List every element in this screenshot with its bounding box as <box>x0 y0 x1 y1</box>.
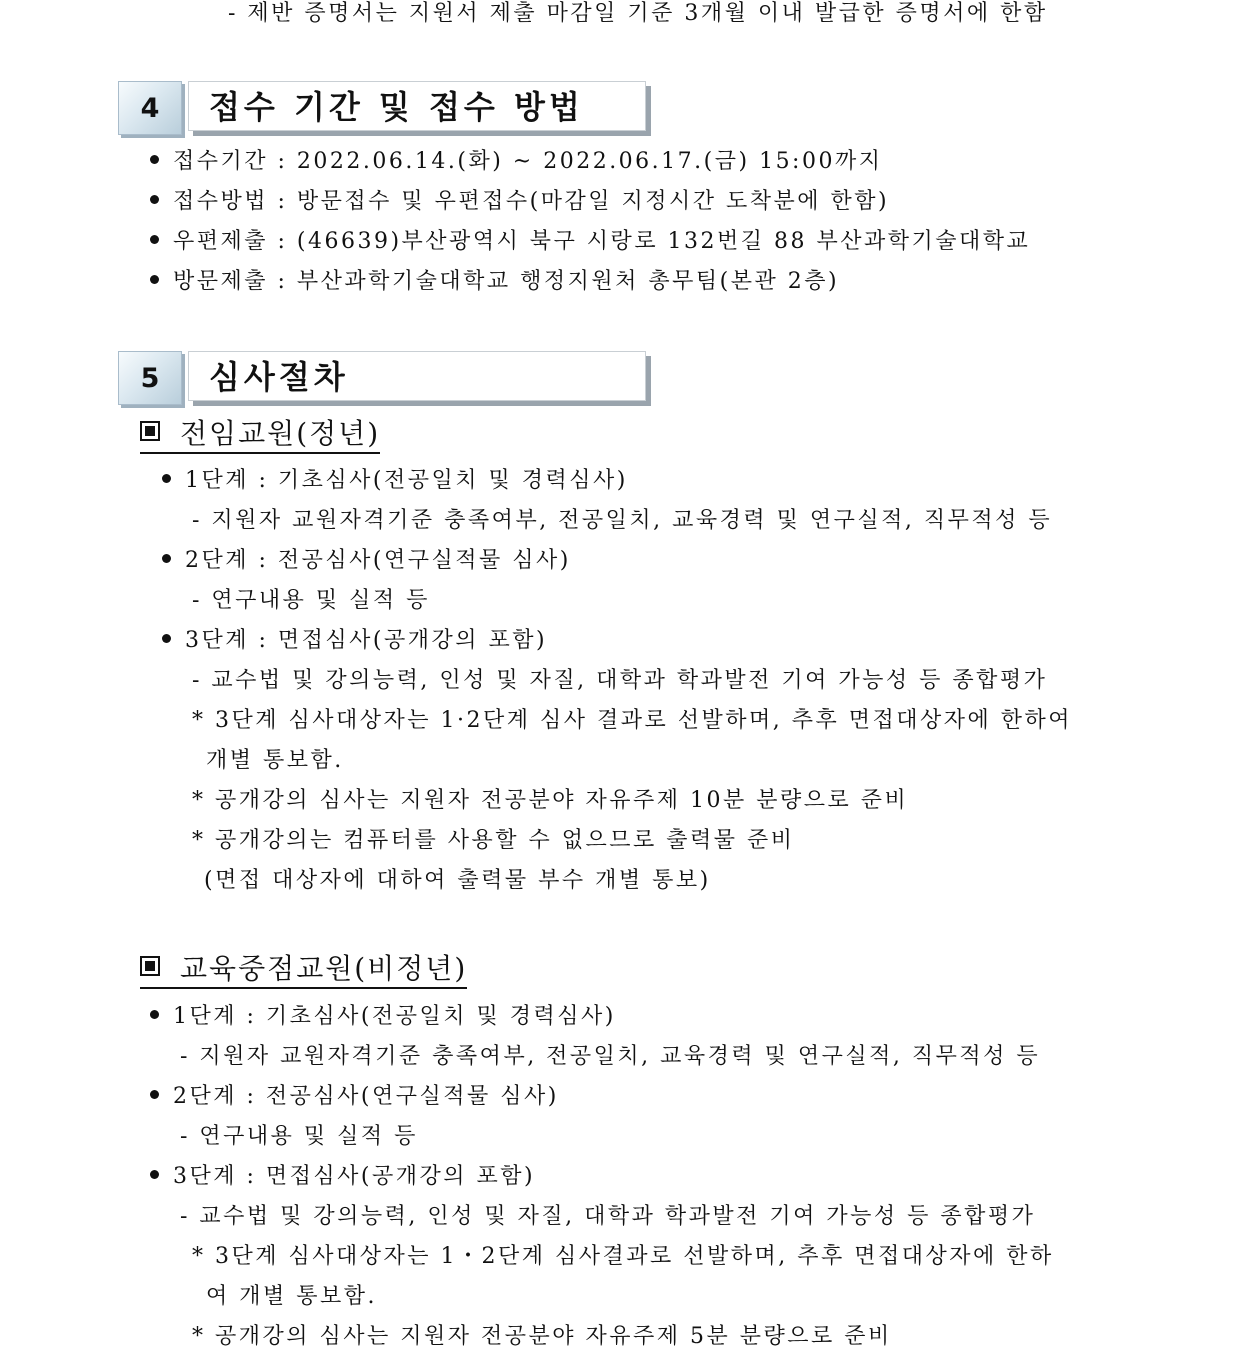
bullet-icon <box>150 1170 159 1179</box>
bullet-icon <box>150 195 159 204</box>
list-item: 접수기간 : 2022.06.14.(화) ~ 2022.06.17.(금) 15:00까지 <box>150 147 882 177</box>
stage-item: 3단계 : 면접심사(공개강의 포함) <box>150 1162 535 1192</box>
square-bullet-icon <box>140 956 160 976</box>
note-continuation: 개별 통보함. <box>206 748 344 773</box>
list-item: 접수방법 : 방문접수 및 우편접수(마감일 지정시간 도착분에 한함) <box>150 187 889 217</box>
square-bullet-icon <box>140 421 160 441</box>
stage-detail: - 지원자 교원자격기준 충족여부, 전공일치, 교육경력 및 연구실적, 직무적성 등 <box>180 1044 1041 1069</box>
stage-detail: - 연구내용 및 실적 등 <box>180 1124 418 1149</box>
note-continuation: (면접 대상자에 대하여 출력물 부수 개별 통보) <box>204 868 711 893</box>
bullet-icon <box>150 155 159 164</box>
stage-item: 2단계 : 전공심사(연구실적물 심사) <box>162 546 571 576</box>
stage-item: 1단계 : 기초심사(전공일치 및 경력심사) <box>162 466 628 496</box>
bullet-icon <box>150 275 159 284</box>
note: * 공개강의 심사는 지원자 전공분야 자유주제 5분 분량으로 준비 <box>192 1324 892 1349</box>
section-4-header <box>118 81 658 137</box>
section-5-number: 5 <box>118 351 182 405</box>
group-1-heading: 전임교원(정년) <box>140 416 380 454</box>
bullet-icon <box>150 1010 159 1019</box>
group-2-heading: 교육중점교원(비정년) <box>140 951 467 989</box>
bullet-icon <box>162 474 171 483</box>
section-5-title: 심사절차 <box>188 351 646 401</box>
bullet-icon <box>162 554 171 563</box>
section-4-number: 4 <box>118 81 182 135</box>
stage-detail: - 교수법 및 강의능력, 인성 및 자질, 대학과 학과발전 기여 가능성 등 종합평가 <box>192 668 1048 693</box>
stage-item: 2단계 : 전공심사(연구실적물 심사) <box>150 1082 559 1112</box>
note: * 3단계 심사대상자는 1・2단계 심사결과로 선발하며, 추후 면접대상자에 한하 <box>192 1244 1054 1269</box>
stage-detail: - 지원자 교원자격기준 충족여부, 전공일치, 교육경력 및 연구실적, 직무적성 등 <box>192 508 1053 533</box>
note: * 공개강의는 컴퓨터를 사용할 수 없으므로 출력물 준비 <box>192 828 795 853</box>
note-continuation: 여 개별 통보함. <box>206 1284 377 1309</box>
section-4-title: 접수 기간 및 접수 방법 <box>188 81 646 131</box>
note: * 공개강의 심사는 지원자 전공분야 자유주제 10분 분량으로 준비 <box>192 788 909 813</box>
bullet-icon <box>150 235 159 244</box>
bullet-icon <box>162 634 171 643</box>
list-item: 방문제출 : 부산과학기술대학교 행정지원처 총무팀(본관 2층) <box>150 267 839 297</box>
top-note: - 제반 증명서는 지원서 제출 마감일 기준 3개월 이내 발급한 증명서에 한함 <box>228 1 1048 26</box>
stage-detail: - 연구내용 및 실적 등 <box>192 588 430 613</box>
section-5-header <box>118 351 658 407</box>
bullet-icon <box>150 1090 159 1099</box>
stage-item: 3단계 : 면접심사(공개강의 포함) <box>162 626 547 656</box>
note: * 3단계 심사대상자는 1·2단계 심사 결과로 선발하며, 추후 면접대상자에 한하여 <box>192 708 1072 733</box>
stage-detail: - 교수법 및 강의능력, 인성 및 자질, 대학과 학과발전 기여 가능성 등 종합평가 <box>180 1204 1036 1229</box>
stage-item: 1단계 : 기초심사(전공일치 및 경력심사) <box>150 1002 616 1032</box>
list-item: 우편제출 : (46639)부산광역시 북구 시랑로 132번길 88 부산과학기술대학교 <box>150 227 1030 257</box>
